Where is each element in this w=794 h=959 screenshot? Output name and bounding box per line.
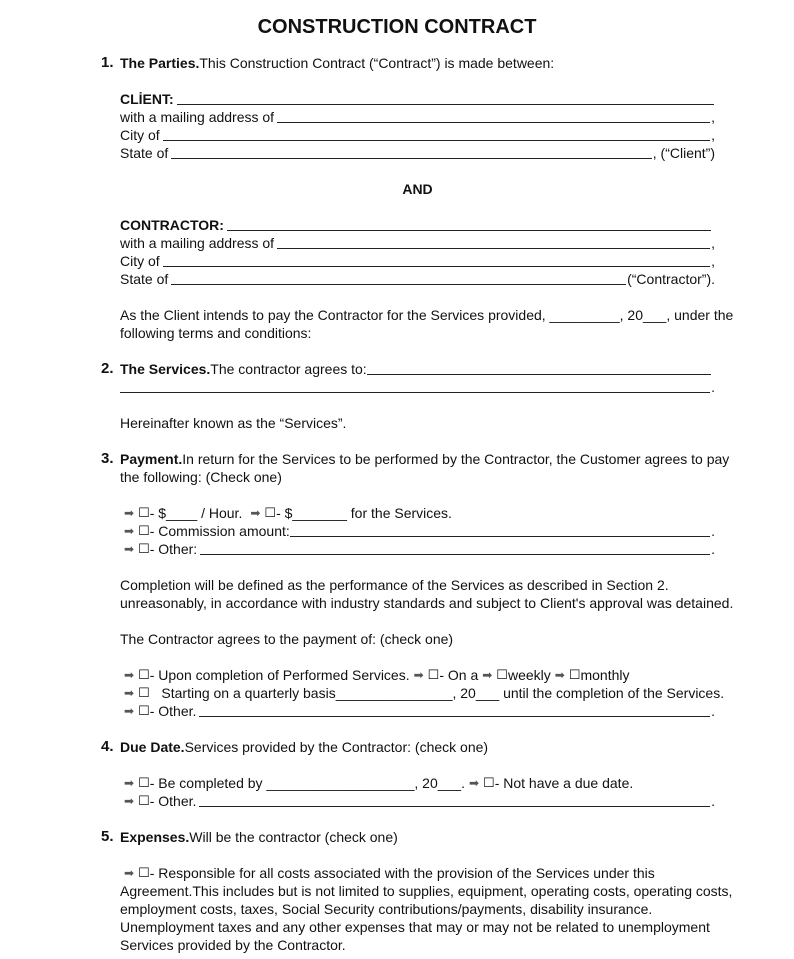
services-blank[interactable] [120,391,710,393]
document-title: CONSTRUCTION CONTRACT [257,16,537,38]
option-label: - Upon completion of Performed Services. [149,667,410,683]
client-label: CLİENT: [120,91,174,107]
other-blank[interactable] [200,553,710,555]
client-name-line[interactable] [120,90,715,108]
schedule-option-other[interactable] [120,702,715,720]
checkbox-icon[interactable]: ☐ [138,865,150,880]
option-label: monthly [580,667,630,683]
section-number: 2. [101,360,114,377]
contractor-city-blank[interactable] [163,265,710,267]
option-label: - Not have a due date. [494,775,634,791]
expenses-text: Unemployment taxes and any other expenses that may or may not be related to unemployment [120,919,710,935]
section-text: Services provided by the Contractor: (check one) [184,739,489,755]
section-title: Due Date. [120,739,185,755]
checkbox-icon[interactable]: ☐ [427,667,440,682]
arrow-icon: ➡ [124,668,135,682]
option-label: - Commission amount: [149,523,290,539]
section-number: 1. [101,54,114,71]
client-address-blank[interactable] [277,121,710,123]
label: State of [120,145,169,161]
arrow-icon: ➡ [124,866,135,880]
comma: , [711,127,715,143]
option-label: - Other. [149,793,197,809]
schedule-option-upon[interactable] [120,666,715,684]
section-title: Payment. [120,451,183,467]
payment-option-other[interactable] [120,540,715,558]
other-blank[interactable] [199,805,710,807]
option-label: weekly [507,667,551,683]
section-title: Expenses. [120,829,190,845]
checkbox-icon[interactable]: ☐ [138,667,150,682]
client-state-blank[interactable] [171,157,652,159]
period: . [711,703,715,719]
arrow-icon: ➡ [413,668,424,682]
option-label: - $____ / Hour. [149,505,243,521]
option-label: - Be completed by ___________________, 20___. [149,775,465,791]
client-state-line[interactable] [120,144,715,162]
arrow-icon: ➡ [482,668,493,682]
option-label: Starting on a quarterly basis_______________, 20___ until the completion of the Services. [149,685,725,701]
other-blank[interactable] [199,715,710,717]
client-name-blank[interactable] [177,103,714,105]
option-label: - On a [439,667,479,683]
expenses-option-responsible[interactable] [120,864,715,882]
section-title: The Services. [120,361,211,377]
and-separator: AND [402,181,433,197]
contractor-state-line[interactable] [120,270,715,288]
section-number: 4. [101,738,114,755]
arrow-icon: ➡ [468,776,480,790]
checkbox-icon[interactable]: ☐ [568,667,581,682]
payment-option-rate[interactable] [120,504,715,522]
section-number: 3. [101,450,114,467]
section-text: the following: (Check one) [120,469,282,485]
comma: , [711,253,715,269]
checkbox-icon[interactable]: ☐ [138,703,150,718]
hereinafter-text: Hereinafter known as the “Services”. [120,415,347,431]
period: . [711,793,715,809]
expenses-text: employment costs, taxes, Social Security contributions/payments, disability insurance. [120,901,653,917]
arrow-icon: ➡ [554,668,565,682]
comma: , [711,109,715,125]
checkbox-icon[interactable]: ☐ [138,775,150,790]
client-city-line[interactable] [120,126,715,144]
payment-option-commission[interactable] [120,522,715,540]
contractor-address-line[interactable] [120,234,715,252]
label: with a mailing address of [120,109,275,125]
section-4-heading [101,738,715,756]
checkbox-icon[interactable]: ☐ [483,775,495,790]
contractor-state-blank[interactable] [171,283,626,285]
completion-text: unreasonably, in accordance with industry standards and subject to Client's approval was detained. [120,595,734,611]
client-address-line[interactable] [120,108,715,126]
checkbox-icon[interactable]: ☐ [138,505,150,520]
checkbox-icon[interactable]: ☐ [138,541,150,556]
arrow-icon: ➡ [124,506,135,520]
arrow-icon: ➡ [124,704,135,718]
period: . [711,541,715,557]
commission-blank[interactable] [290,535,710,537]
period: . [711,379,715,395]
section-text: Will be the contractor (check one) [189,829,398,845]
section-2-heading[interactable] [101,360,715,378]
checkbox-icon[interactable]: ☐ [138,523,150,538]
contractor-label: CONTRACTOR: [120,217,224,233]
due-option-completed[interactable] [120,774,715,792]
checkbox-icon[interactable]: ☐ [138,685,150,700]
section-1-heading [101,54,715,72]
comma: , [711,235,715,251]
arrow-icon: ➡ [124,524,135,538]
checkbox-icon[interactable]: ☐ [496,667,508,682]
payment-schedule-intro: The Contractor agrees to the payment of: (check one) [120,631,454,647]
arrow-icon: ➡ [124,686,135,700]
section-text: In return for the Services to be performed by the Contractor, the Customer agrees to pay [182,451,730,467]
arrow-icon: ➡ [124,794,135,808]
section-text: This Construction Contract (“Contract”) is made between: [199,55,555,71]
option-label: - Other: [149,541,198,557]
option-label: - $_______ for the Services. [276,505,452,521]
contractor-address-blank[interactable] [277,247,710,249]
contractor-suffix: (“Contractor”). [627,271,715,287]
period: . [711,523,715,539]
intent-text: As the Client intends to pay the Contractor for the Services provided, _________, 20___, under the [120,307,734,323]
section-text: The contractor agrees to: [210,361,367,377]
checkbox-icon[interactable]: ☐ [264,505,277,520]
label: City of [120,253,160,269]
arrow-icon: ➡ [124,776,135,790]
checkbox-icon[interactable]: ☐ [138,793,150,808]
contractor-name-line[interactable] [120,216,715,234]
contractor-name-blank[interactable] [227,229,711,231]
option-label: - Responsible for all costs associated with the provision of the Services under this [149,865,655,881]
client-suffix: , (“Client”) [652,145,715,161]
services-line-2[interactable] [120,378,715,396]
services-blank[interactable] [367,373,711,375]
schedule-option-quarterly[interactable] [120,684,725,702]
section-3-heading [101,450,730,468]
contractor-city-line[interactable] [120,252,715,270]
label: with a mailing address of [120,235,275,251]
intent-text: following terms and conditions: [120,325,312,341]
option-label: - Other. [149,703,197,719]
label: State of [120,271,169,287]
completion-text: Completion will be defined as the performance of the Services as described in Section 2. [120,577,669,593]
section-5-heading [101,828,715,846]
expenses-text: Agreement.This includes but is not limited to supplies, equipment, operating costs, operating costs, [120,883,733,899]
expenses-text: Services provided by the Contractor. [120,937,346,953]
label: City of [120,127,160,143]
client-city-blank[interactable] [163,139,710,141]
arrow-icon: ➡ [250,506,261,520]
section-title: The Parties. [120,55,200,71]
arrow-icon: ➡ [124,542,135,556]
section-number: 5. [101,828,114,845]
due-option-other[interactable] [120,792,715,810]
